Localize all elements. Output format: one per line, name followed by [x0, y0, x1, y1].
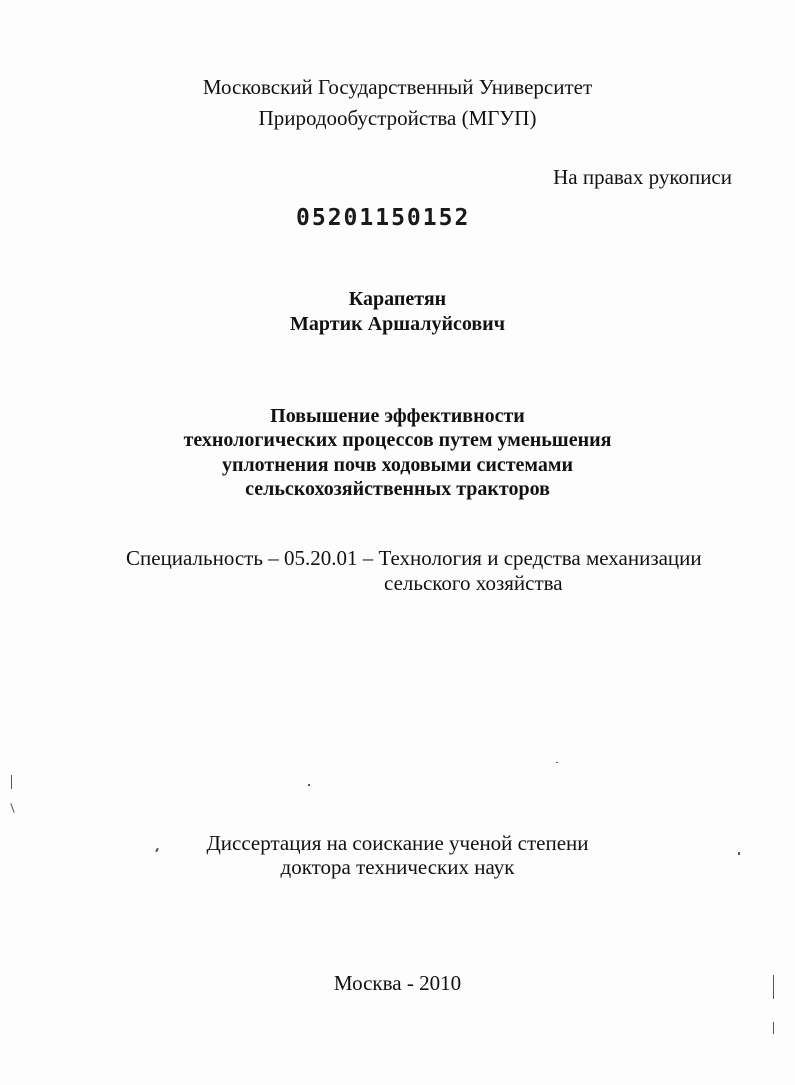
scan-mark	[773, 1022, 774, 1034]
scan-mark	[10, 803, 14, 813]
dissertation-title-line: Повышение эффективности	[270, 405, 525, 427]
scan-mark	[738, 852, 740, 855]
author-surname: Карапетян	[348, 288, 447, 310]
specialty-line-2: сельского хозяйства	[384, 571, 563, 595]
specialty-line-1: Специальность – 05.20.01 – Технология и средства механизации	[126, 546, 702, 570]
city-year: Москва - 2010	[333, 971, 462, 995]
scan-mark	[556, 762, 558, 763]
dissertation-title-line: технологических процессов путем уменьшения	[183, 429, 612, 451]
degree-line-2: доктора технических наук	[280, 855, 515, 879]
dissertation-title-line: уплотнения почв ходовыми системами	[221, 454, 574, 476]
manuscript-rights-note: На правах рукописи	[553, 165, 732, 189]
author-given-names: Мартик Аршалуйсович	[290, 313, 505, 335]
university-name-line-2: Природообустройства (МГУП)	[258, 106, 537, 130]
scan-mark	[773, 975, 774, 999]
registration-number-stamp: 05201150152	[296, 205, 471, 231]
scan-mark	[11, 775, 12, 789]
university-name-line-1: Московский Государственный Университет	[202, 75, 593, 99]
scan-mark	[308, 784, 310, 786]
dissertation-title-line: сельскохозяйственных тракторов	[245, 478, 550, 500]
degree-line-1: Диссертация на соискание ученой степени	[206, 831, 589, 855]
